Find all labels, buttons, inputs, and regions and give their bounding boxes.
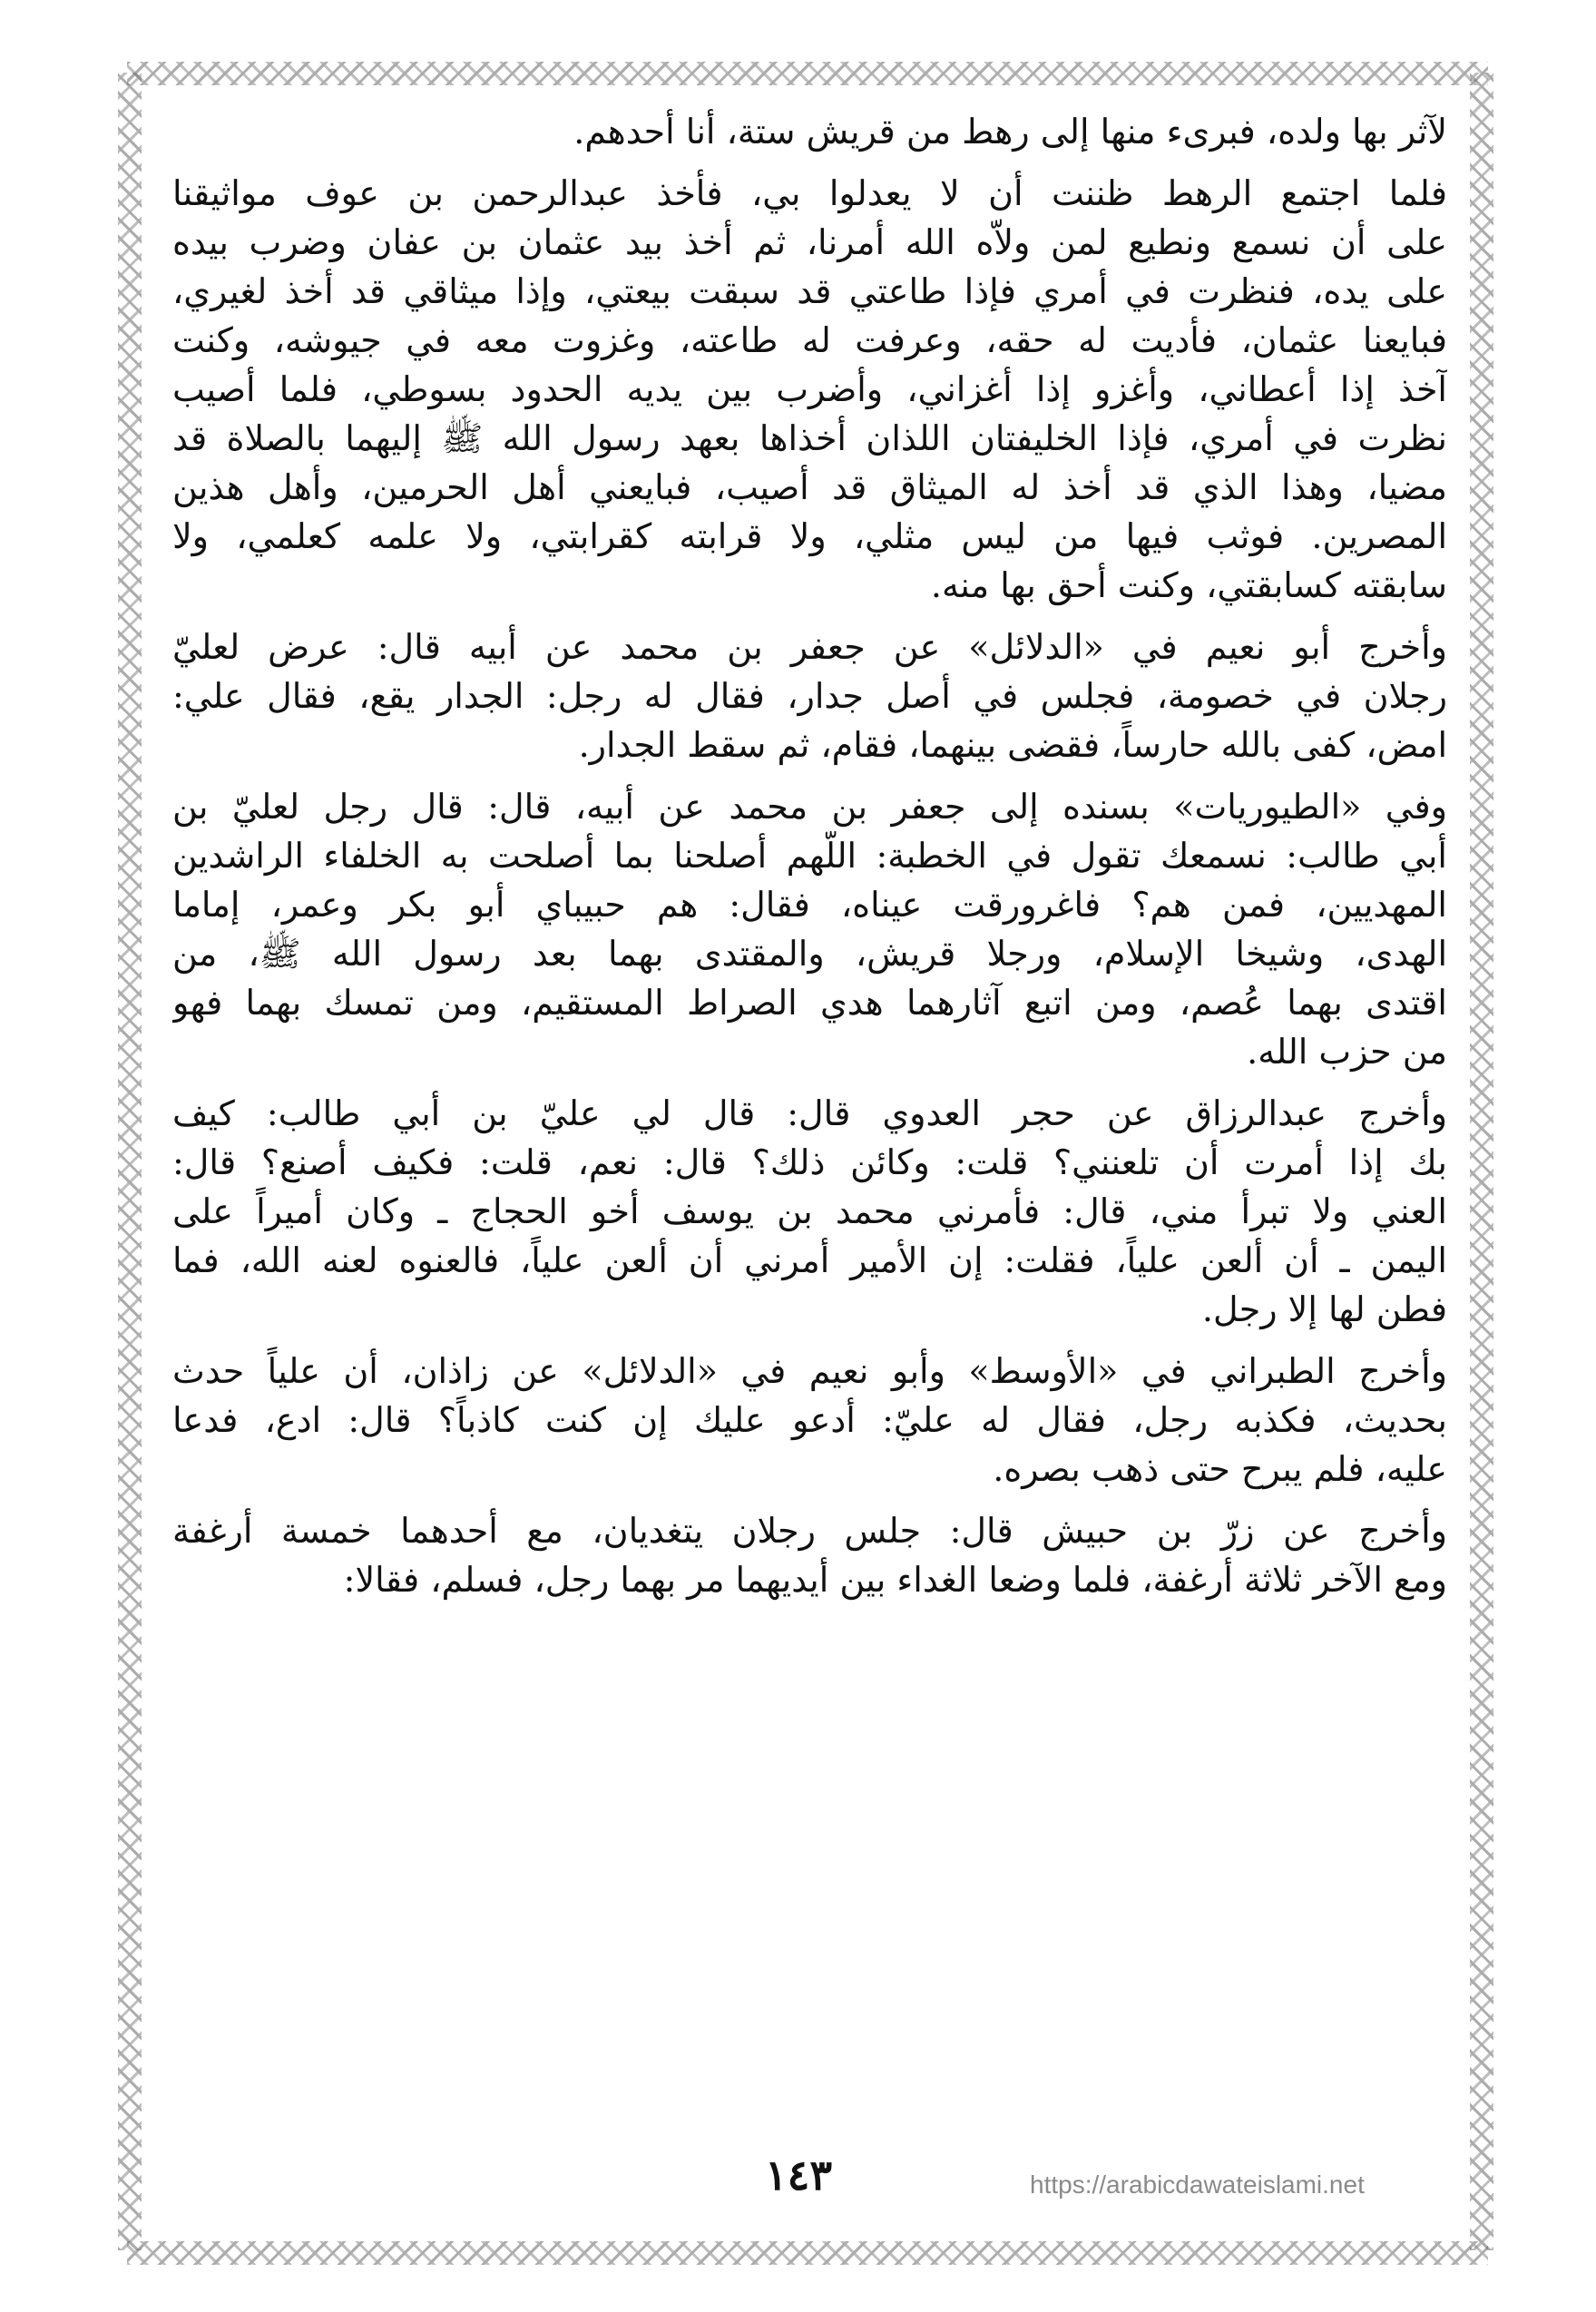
- text-line: لآثر بها ولده، فبرىء منها إلى رهط من قريش ستة، أنا أحدهم.: [573, 112, 1447, 152]
- text-line: نظرت في أمري، فإذا الخليفتان اللذان أخذاها بعهد رسول الله ﷺ إليهما بالصلاة قد: [172, 418, 1447, 458]
- paragraph: [172, 1347, 1447, 1494]
- text-line: أبي طالب: نسمعك تقول في الخطبة: اللّهم أصلحنا بما أصلحت به الخلفاء الراشدين: [172, 836, 1447, 876]
- text-line: العني ولا تبرأ مني، قال: فأمرني محمد بن يوسف أخو الحجاج ـ وكان أميراً على: [172, 1191, 1447, 1231]
- paragraph: [172, 1089, 1447, 1334]
- paragraph-gap: [172, 769, 1447, 782]
- text-line: فطن لها إلا رجل.: [1201, 1289, 1447, 1329]
- text-line: اليمن ـ أن ألعن علياً، فقلت: إن الأمير أمرني أن ألعن علياً، فالعنوه لعنه الله، فما: [172, 1240, 1447, 1280]
- text-line: ومع الآخر ثلاثة أرغفة، فلما وضعا الغداء بين أيديهما مر بهما رجل، فسلم، فقالا:: [343, 1560, 1447, 1600]
- paragraph: [172, 169, 1447, 610]
- text-line: وفي «الطيوريات» بسنده إلى جعفر بن محمد عن أبيه، قال: قال رجل لعليّ بن: [172, 787, 1447, 827]
- text-line: بحديث، فكذبه رجل، فقال له عليّ: أدعو عليك إن كنت كاذباً؟ قال: ادع، فدعا: [172, 1400, 1447, 1440]
- ornamental-border-right: [1470, 73, 1493, 2250]
- text-line: اقتدى بهما عُصم، ومن اتبع آثارهما هدي الصراط المستقيم، ومن تمسك بهما فهو: [172, 983, 1447, 1023]
- paragraph: [172, 782, 1447, 1076]
- ornamental-border-top: [127, 62, 1488, 85]
- text-line: وأخرج عبدالرزاق عن حجر العدوي قال: قال لي عليّ بن أبي طالب: كيف: [172, 1093, 1447, 1133]
- paragraph-gap: [172, 1494, 1447, 1506]
- paragraph-gap: [172, 610, 1447, 622]
- text-line: بك إذا أمرت أن تلعنني؟ قلت: وكائن ذلك؟ قال: نعم، قلت: فكيف أصنع؟ قال:: [172, 1142, 1447, 1182]
- text-line: المصرين. فوثب فيها من ليس مثلي، ولا قرابته كقرابتي، ولا علمه كعلمي، ولا: [172, 516, 1447, 556]
- text-line: آخذ إذا أعطاني، وأغزو إذا أغزاني، وأضرب بين يديه الحدود بسوطي، فلما أصيب: [172, 369, 1447, 409]
- page-number: ١٤٣: [764, 2150, 833, 2199]
- text-line: المهديين، فمن هم؟ فاغرورقت عيناه، فقال: هم حبيباي أبو بكر وعمر، إماما: [172, 885, 1447, 925]
- text-line: مضيا، وهذا الذي قد أخذ له الميثاق قد أصيب، فبايعني أهل الحرمين، وأهل هذين: [172, 467, 1447, 507]
- body-text: [172, 107, 1447, 1604]
- paragraph-gap: [172, 1076, 1447, 1089]
- paragraph: [172, 107, 1447, 156]
- text-line: وأخرج الطبراني في «الأوسط» وأبو نعيم في «الدلائل» عن زاذان، أن علياً حدث: [172, 1351, 1447, 1391]
- text-line: وأخرج أبو نعيم في «الدلائل» عن جعفر بن محمد عن أبيه قال: عرض لعليّ: [172, 627, 1447, 667]
- text-line: من حزب الله.: [1247, 1032, 1447, 1072]
- paragraph-gap: [172, 1334, 1447, 1347]
- text-line: سابقته كسابقتي، وكنت أحق بها منه.: [930, 565, 1447, 605]
- text-line: وأخرج عن زرّ بن حبيش قال: جلس رجلان يتغديان، مع أحدهما خمسة أرغفة: [172, 1511, 1447, 1551]
- text-line: عليه، فلم يبرح حتى ذهب بصره.: [993, 1449, 1447, 1489]
- watermark-url: https://arabicdawateislami.net: [1030, 2170, 1365, 2199]
- paragraph-gap: [172, 156, 1447, 169]
- text-line: على أن نسمع ونطيع لمن ولاّه الله أمرنا، ثم أخذ بيد عثمان بن عفان وضرب بيده: [172, 222, 1447, 262]
- text-line: على يده، فنظرت في أمري فإذا طاعتي قد سبقت بيعتي، وإذا ميثاقي قد أخذ لغيري،: [172, 271, 1447, 311]
- ornamental-border-bottom: [127, 2241, 1488, 2265]
- text-line: الهدى، وشيخا الإسلام، ورجلا قريش، والمقتدى بهما بعد رسول الله ﷺ، من: [172, 934, 1447, 974]
- paragraph: [172, 1506, 1447, 1604]
- ornamental-border-left: [118, 73, 142, 2250]
- text-line: رجلان في خصومة، فجلس في أصل جدار، فقال له رجل: الجدار يقع، فقال علي:: [172, 676, 1447, 716]
- text-line: فبايعنا عثمان، فأديت له حقه، وعرفت له طاعته، وغزوت معه في جيوشه، وكنت: [172, 320, 1447, 360]
- paragraph: [172, 622, 1447, 769]
- text-line: امض، كفى بالله حارساً، فقضى بينهما، فقام، ثم سقط الجدار.: [578, 725, 1447, 765]
- text-line: فلما اجتمع الرهط ظننت أن لا يعدلوا بي، فأخذ عبدالرحمن بن عوف مواثيقنا: [172, 173, 1447, 213]
